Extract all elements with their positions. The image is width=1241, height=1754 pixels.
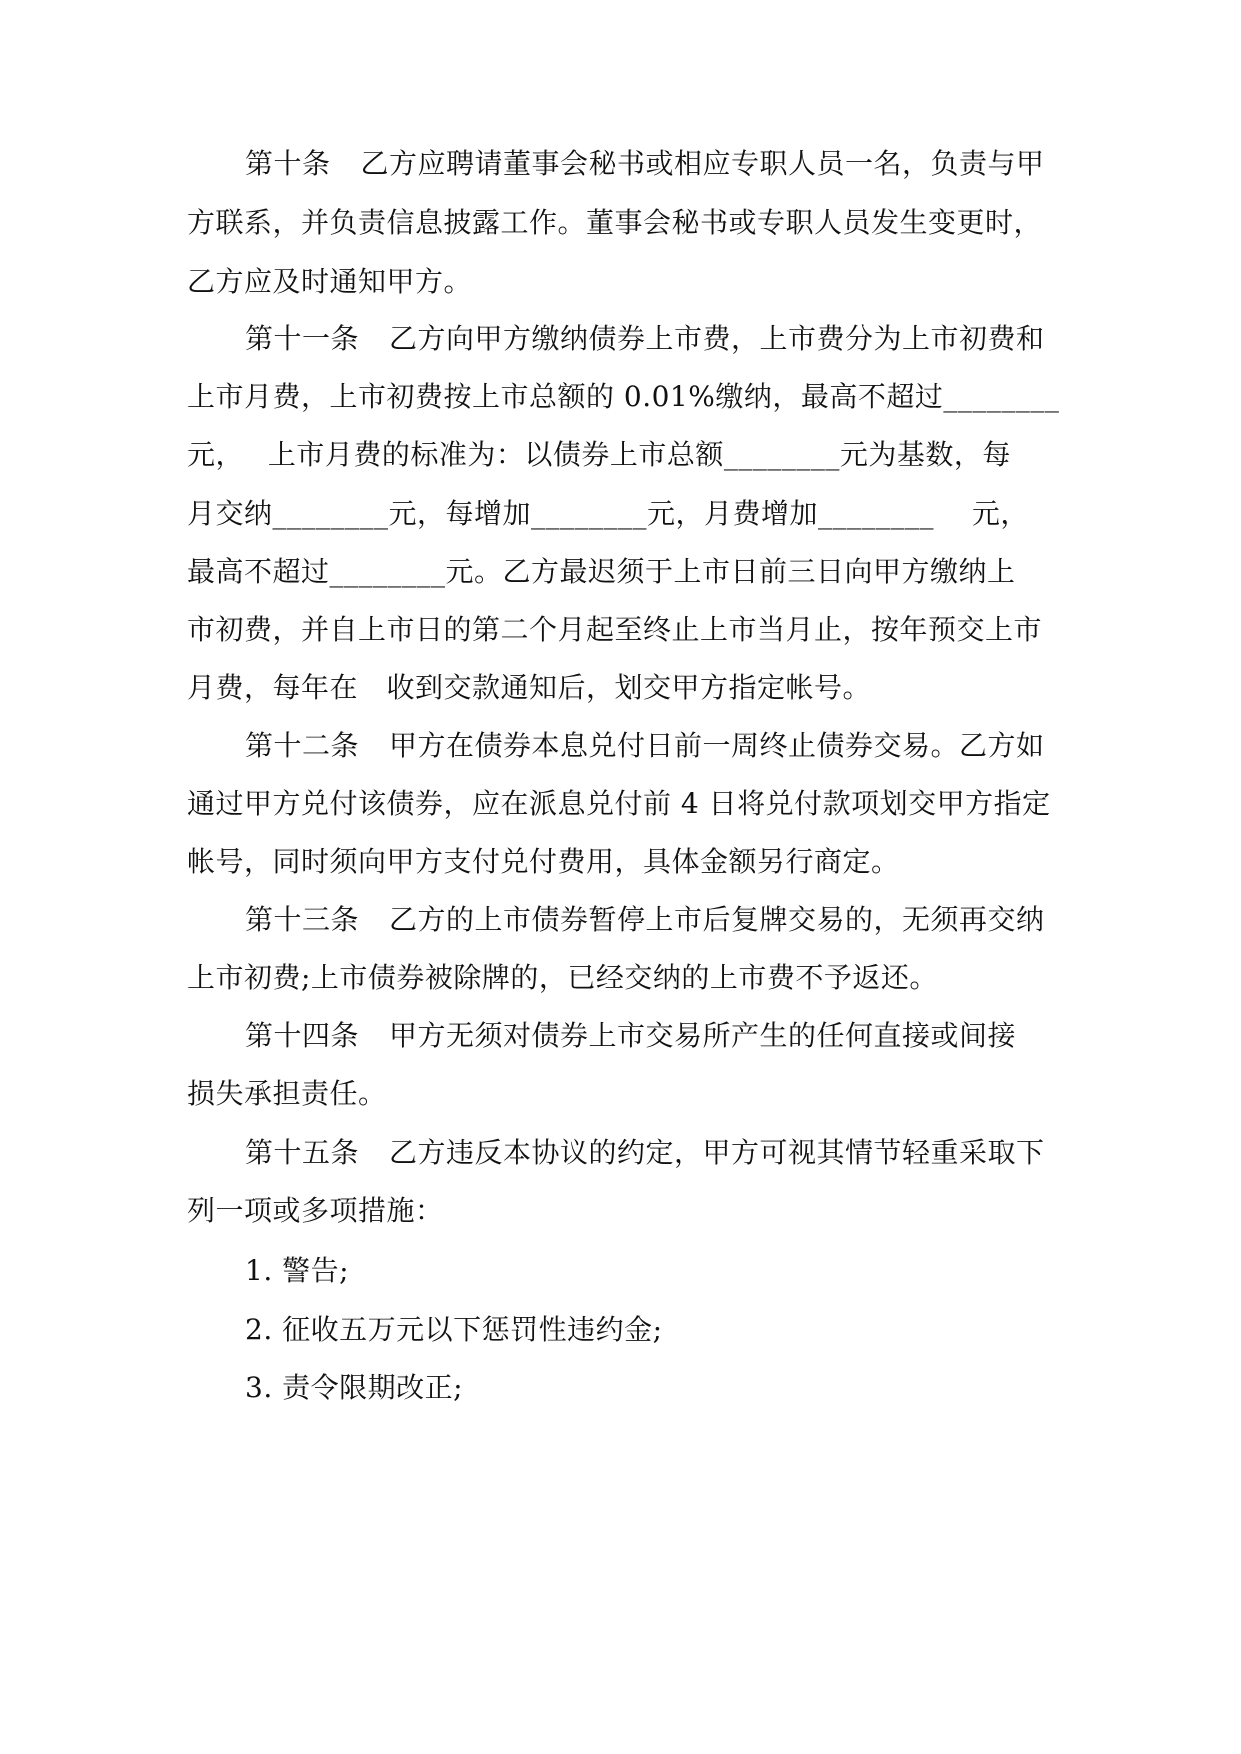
article-11-line-2: 上市月费，上市初费按上市总额的 0.01%缴纳，最高不超过________ [187, 380, 1060, 413]
article-11-line-3: 元， 上市月费的标准为：以债券上市总额________元为基数，每 [187, 438, 1011, 471]
article-15-number: 第十五条 [245, 1136, 360, 1169]
article-10-line-3: 乙方应及时通知甲方。 [187, 265, 473, 298]
article-13-number: 第十三条 [245, 903, 360, 936]
measure-item-1: 1. 警告; [245, 1254, 350, 1287]
article-10-line-2: 方联系，并负责信息披露工作。董事会秘书或专职人员发生变更时， [187, 206, 1043, 239]
article-13-line-2: 上市初费;上市债券被除牌的，已经交纳的上市费不予返还。 [187, 961, 938, 994]
article-15-line-2: 列一项或多项措施： [187, 1194, 444, 1227]
article-11-line-1: 第十一条 乙方向甲方缴纳债券上市费，上市费分为上市初费和 [245, 322, 1045, 355]
article-12-line-2: 通过甲方兑付该债券，应在派息兑付前 4 日将兑付款项划交甲方指定 [187, 787, 1051, 820]
article-11-number: 第十一条 [245, 322, 360, 355]
measure-item-3: 3. 责令限期改正; [245, 1371, 464, 1404]
article-10-line-1: 第十条 乙方应聘请董事会秘书或相应专职人员一名，负责与甲 [245, 147, 1045, 180]
article-12-line-1: 第十二条 甲方在债券本息兑付日前一周终止债券交易。乙方如 [245, 729, 1045, 762]
article-11-line-7: 月费，每年在 收到交款通知后，划交甲方指定帐号。 [187, 671, 872, 704]
article-14-number: 第十四条 [245, 1019, 360, 1052]
article-14-line-2: 损失承担责任。 [187, 1077, 387, 1110]
article-11-line-4: 月交纳________元，每增加________元，月费增加________ 元， [187, 497, 1029, 530]
article-11-line-5: 最高不超过________元。乙方最迟须于上市日前三日向甲方缴纳上 [187, 555, 1016, 588]
article-11-line-6: 市初费，并自上市日的第二个月起至终止上市当月止，按年预交上市 [187, 613, 1043, 646]
article-12-number: 第十二条 [245, 729, 360, 762]
article-15-line-1: 第十五条 乙方违反本协议的约定，甲方可视其情节轻重采取下 [245, 1136, 1045, 1169]
article-14-line-1: 第十四条 甲方无须对债券上市交易所产生的任何直接或间接 [245, 1019, 1017, 1052]
article-10-number: 第十条 [245, 147, 331, 180]
article-12-line-3: 帐号，同时须向甲方支付兑付费用，具体金额另行商定。 [187, 845, 900, 878]
measure-item-2: 2. 征收五万元以下惩罚性违约金; [245, 1313, 663, 1346]
article-13-line-1: 第十三条 乙方的上市债券暂停上市后复牌交易的，无须再交纳 [245, 903, 1045, 936]
